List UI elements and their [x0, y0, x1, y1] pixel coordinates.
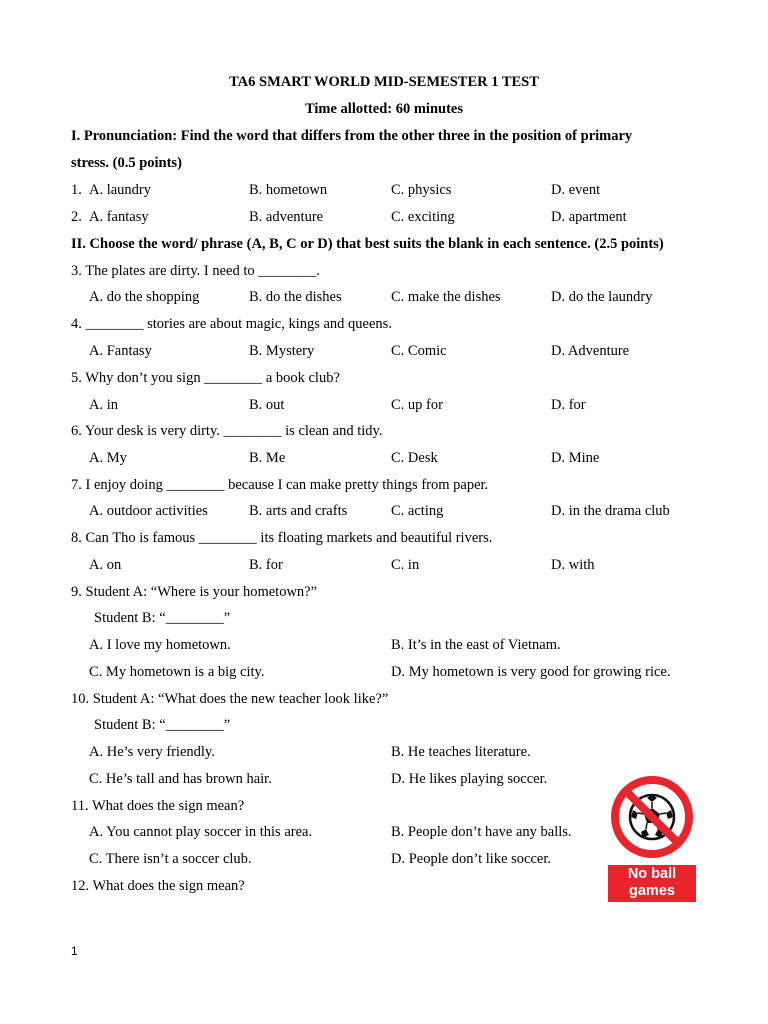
- q6-option-d: D. Mine: [551, 450, 600, 466]
- q10-option-a: A. He’s very friendly.: [89, 744, 215, 760]
- prohibited-ball-icon: [607, 772, 697, 864]
- q3-option-b: B. do the dishes: [249, 289, 342, 305]
- q7-option-b: B. arts and crafts: [249, 503, 348, 519]
- q12-stem: 12. What does the sign mean?: [71, 878, 245, 894]
- q9-stem: 9. Student A: “Where is your hometown?”: [71, 584, 318, 600]
- q7-option-a: A. outdoor activities: [89, 503, 208, 519]
- time-allotted: Time allotted: 60 minutes: [304, 101, 463, 117]
- q9-option-d: D. My hometown is very good for growing rice.: [391, 664, 671, 680]
- sign-label-line2: games: [629, 883, 675, 899]
- q1-option-b: B. hometown: [249, 182, 328, 198]
- q5-stem: 5. Why don’t you sign ________ a book club?: [71, 370, 340, 386]
- section1-heading-line1: I. Pronunciation: Find the word that differs from the other three in the position of primary: [71, 128, 633, 144]
- page-number: 1: [71, 944, 78, 958]
- q2-option-d: D. apartment: [551, 209, 627, 225]
- q9-option-c: C. My hometown is a big city.: [89, 664, 265, 680]
- q11-option-d: D. People don’t like soccer.: [391, 851, 552, 867]
- q3-option-a: A. do the shopping: [89, 289, 200, 305]
- section1-heading-line2: stress. (0.5 points): [71, 155, 182, 171]
- q1-number: 1.: [71, 182, 82, 198]
- q6-option-b: B. Me: [249, 450, 286, 466]
- q7-option-c: C. acting: [391, 503, 444, 519]
- q6-option-c: C. Desk: [391, 450, 438, 466]
- q11-option-c: C. There isn’t a soccer club.: [89, 851, 252, 867]
- q4-option-d: D. Adventure: [551, 343, 630, 359]
- q9-option-a: A. I love my hometown.: [89, 637, 231, 653]
- q5-option-d: D. for: [551, 397, 586, 413]
- q11-option-a: A. You cannot play soccer in this area.: [89, 824, 313, 840]
- q2-option-c: C. exciting: [391, 209, 455, 225]
- q5-option-a: A. in: [89, 397, 118, 413]
- q7-option-d: D. in the drama club: [551, 503, 670, 519]
- q3-option-d: D. do the laundry: [551, 289, 653, 305]
- q2-option-a: A. fantasy: [89, 209, 149, 225]
- no-ball-games-sign: [607, 772, 697, 904]
- q4-stem: 4. ________ stories are about magic, kings and queens.: [71, 316, 392, 332]
- q9-option-b: B. It’s in the east of Vietnam.: [391, 637, 561, 653]
- sign-label: [608, 865, 696, 902]
- q2-option-b: B. adventure: [249, 209, 324, 225]
- q8-stem: 8. Can Tho is famous ________ its floating markets and beautiful rivers.: [71, 530, 493, 546]
- q2-number: 2.: [71, 209, 82, 225]
- q10-option-c: C. He’s tall and has brown hair.: [89, 771, 272, 787]
- q5-option-c: C. up for: [391, 397, 443, 413]
- q6-stem: 6. Your desk is very dirty. ________ is clean and tidy.: [71, 423, 383, 439]
- q10-stem: 10. Student A: “What does the new teacher look like?”: [71, 691, 389, 707]
- q10-option-b: B. He teaches literature.: [391, 744, 531, 760]
- q1-option-a: A. laundry: [89, 182, 152, 198]
- q11-option-b: B. People don’t have any balls.: [391, 824, 572, 840]
- q4-option-c: C. Comic: [391, 343, 447, 359]
- q7-stem: 7. I enjoy doing ________ because I can make pretty things from paper.: [71, 477, 489, 493]
- q3-stem: 3. The plates are dirty. I need to ________.: [71, 263, 320, 279]
- q11-stem: 11. What does the sign mean?: [71, 798, 245, 814]
- q1-option-c: C. physics: [391, 182, 452, 198]
- q8-option-c: C. in: [391, 557, 420, 573]
- sign-label-line1: No ball: [627, 866, 677, 882]
- q8-option-d: D. with: [551, 557, 595, 573]
- section2-heading: II. Choose the word/ phrase (A, B, C or D) that best suits the blank in each sentence. (2.5 points): [71, 236, 664, 252]
- q6-option-a: A. My: [89, 450, 127, 466]
- q8-option-a: A. on: [89, 557, 122, 573]
- q8-option-b: B. for: [249, 557, 283, 573]
- q10-option-d: D. He likes playing soccer.: [391, 771, 548, 787]
- q4-option-a: A. Fantasy: [89, 343, 152, 359]
- q5-option-b: B. out: [249, 397, 285, 413]
- q3-option-c: C. make the dishes: [391, 289, 501, 305]
- q1-option-d: D. event: [551, 182, 601, 198]
- test-title: TA6 SMART WORLD MID-SEMESTER 1 TEST: [229, 74, 539, 90]
- q4-option-b: B. Mystery: [249, 343, 315, 359]
- q9-reply: Student B: “________”: [94, 610, 231, 626]
- q10-reply: Student B: “________”: [94, 717, 231, 733]
